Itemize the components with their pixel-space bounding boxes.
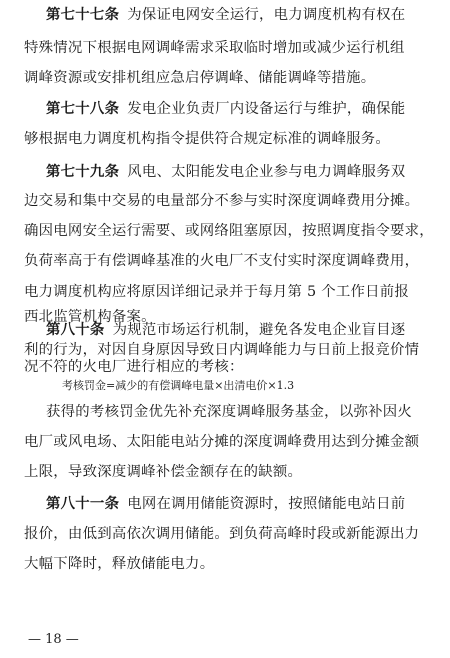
article-79-line-2: 边交易和集中交易的电量部分不参与实时深度调峰费用分摊。 [24,193,420,209]
article-77-line-2: 特殊情况下根据电网调峰需求采取临时增加或减少运行机组 [24,40,405,56]
article-78-heading: 第七十八条 [46,100,120,117]
article-78-line-1 [46,97,405,121]
article-79-line-6: 西北监管机构备案。 [24,309,156,325]
penalty-fund-line-3: 上限，导致深度调峰补偿金额存在的缺额。 [24,464,303,480]
article-81-text: 电网在调用储能资源时，按照储能电站日前 [127,496,406,512]
article-77-line-1 [46,3,405,27]
article-78-line-2: 够根据电力调度机构指令提供符合规定标准的调峰服务。 [24,131,391,147]
page-number: — 18 — [28,632,79,647]
article-81-line-2: 报价，由低到高依次调用储能。到负荷高峰时段或新能源出力 [24,526,420,542]
article-77-line-3: 调峰资源或安排机组应急启停调峰、储能调峰等措施。 [24,70,376,86]
article-79-heading: 第七十九条 [46,163,120,180]
penalty-fund-line-2: 电厂或风电场、太阳能电站分摊的深度调峰费用达到分摊金额 [24,434,420,450]
article-80-line-2: 利的行为，对因自身原因导致日内调峰能力与日前上报竞价情 [24,342,420,358]
article-81-line-3: 大幅下降时，释放储能电力。 [24,556,215,572]
article-77-heading: 第七十七条 [46,6,120,23]
article-79-line-3: 确因电网安全运行需要、或网络阻塞原因，按照调度指令要求， [24,223,434,239]
article-79-line-5: 电力调度机构应将原因详细记录并于每月第 5 个工作日前报 [24,284,410,300]
article-79-line-1 [46,160,405,184]
article-81-heading: 第八十一条 [46,495,120,512]
penalty-formula: 考核罚金=减少的有偿调峰电量×出清电价×1.3 [62,379,295,392]
article-77-text: 为保证电网安全运行，电力调度机构有权在 [127,7,406,23]
article-78-text: 发电企业负责厂内设备运行与维护，确保能 [127,101,406,117]
article-79-line-4: 负荷率高于有偿调峰基准的火电厂不支付实时深度调峰费用， [24,253,420,269]
article-81-line-1 [46,492,405,516]
article-79-text: 风电、太阳能发电企业参与电力调峰服务双 [127,164,406,180]
article-80-heading: 第八十条 [46,321,105,338]
penalty-fund-line-1: 获得的考核罚金优先补充深度调峰服务基金，以弥补因火 [46,404,413,420]
article-80-line-3: 况不符的火电厂进行相应的考核： [24,359,244,375]
article-80-text: 为规范市场运行机制，避免各发电企业盲目逐 [112,322,406,338]
